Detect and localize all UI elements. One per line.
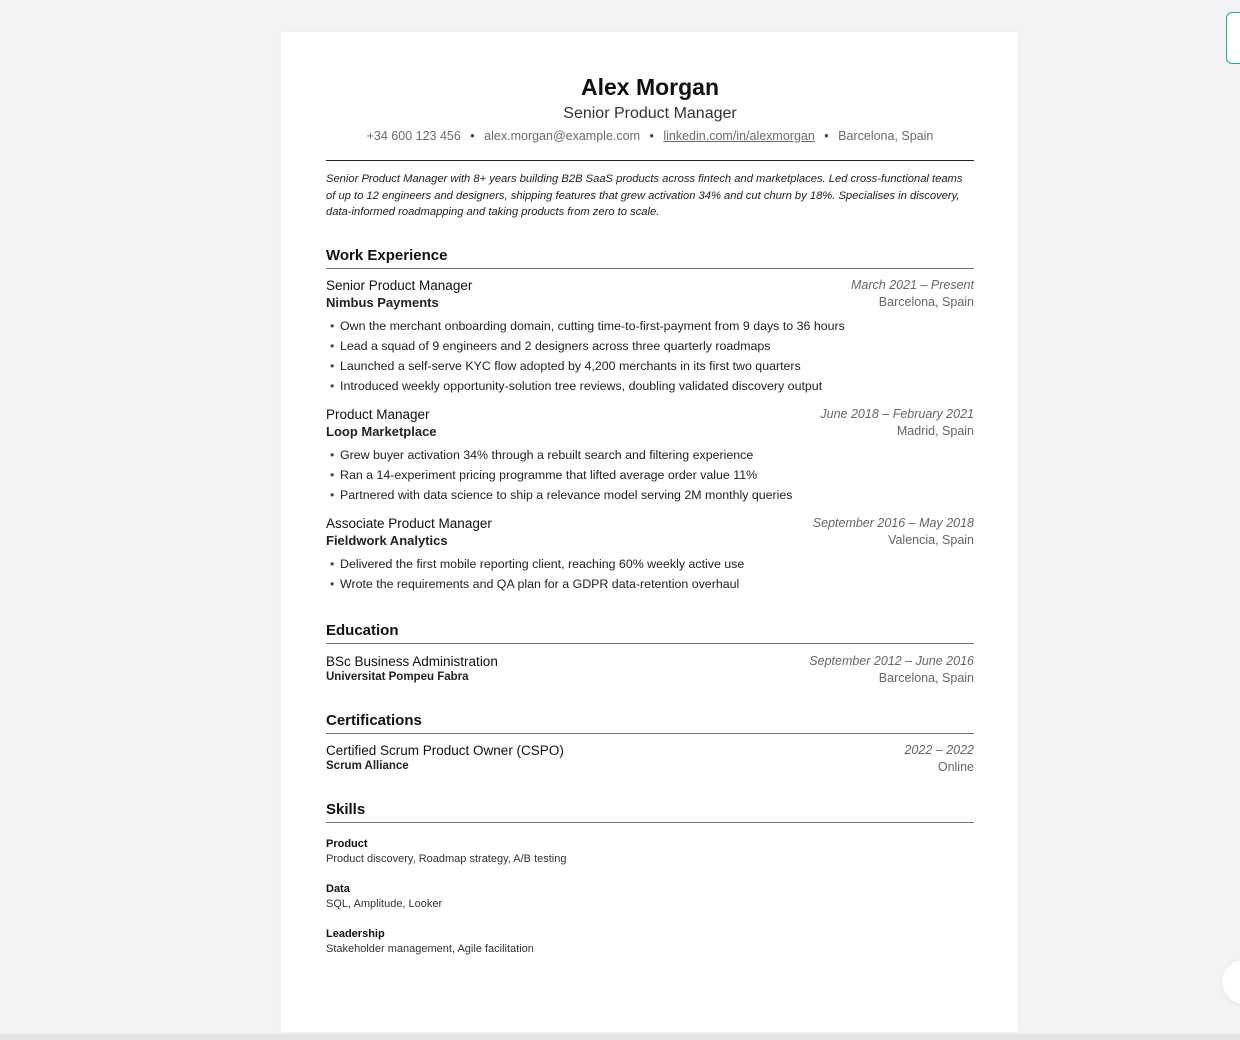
contact-linkedin-link[interactable]: linkedin.com/in/alexmorgan [663, 129, 815, 143]
job-role: Product Manager [326, 407, 430, 422]
contact-line [326, 129, 974, 143]
education-location: Barcelona, Spain [878, 671, 974, 685]
contact-separator: • [470, 129, 475, 143]
job-company: Fieldwork Analytics [326, 533, 448, 548]
certification-issuer: Scrum Alliance [326, 760, 409, 772]
job-bullet: • Delivered the first mobile reporting client, reaching 60% weekly active use [330, 554, 974, 574]
job-bullet: • Lead a squad of 9 engineers and 2 designers across three quarterly roadmaps [330, 336, 974, 356]
job-location: Barcelona, Spain [878, 295, 974, 309]
contact-email[interactable]: alex.morgan@example.com [484, 129, 640, 143]
skill-category: Leadership [326, 928, 385, 940]
education-entry [326, 654, 974, 683]
job-company: Nimbus Payments [326, 295, 439, 310]
job-bullet: • Grew buyer activation 34% through a rebuilt search and filtering experience [330, 445, 974, 465]
section-title-certifications: Certifications [326, 712, 974, 734]
section-title-education: Education [326, 622, 974, 644]
skill-group [326, 928, 974, 955]
job-role: Associate Product Manager [326, 516, 492, 531]
education-degree: BSc Business Administration [326, 654, 498, 669]
certification-entry [326, 743, 974, 772]
job-role: Senior Product Manager [326, 278, 473, 293]
skill-group [326, 838, 974, 865]
skill-list: SQL, Amplitude, Looker [326, 898, 443, 910]
section-title-skills: Skills [326, 801, 974, 823]
job-entry [326, 278, 974, 396]
contact-separator: • [824, 129, 829, 143]
contact-phone: +34 600 123 456 [366, 129, 461, 143]
job-bullets [330, 316, 974, 396]
skill-list: Product discovery, Roadmap strategy, A/B testing [326, 853, 567, 865]
candidate-name: Alex Morgan [580, 74, 720, 100]
side-panel-tab[interactable] [1226, 12, 1240, 64]
skill-group [326, 883, 974, 910]
job-bullet: • Launched a self-serve KYC flow adopted by 4,200 merchants in its first two quarters [330, 356, 974, 376]
candidate-title: Senior Product Manager [563, 105, 737, 122]
job-entry [326, 516, 974, 594]
education-school: Universitat Pompeu Fabra [326, 671, 469, 683]
bottom-scrollbar[interactable] [0, 1034, 1240, 1040]
header-divider [326, 160, 974, 161]
profile-summary: Senior Product Manager with 8+ years building B2B SaaS products across fintech and marketplaces. Led cross-functional teams of up to 12 engineers and designers, shipping features that grew activation 34% and cut churn by 18%. Specialises in discovery, data-informed roadmapping and taking products from zero to scale. [326, 173, 963, 218]
certification-location: Online [937, 760, 974, 774]
job-entry [326, 407, 974, 505]
job-dates: March 2021 – Present [851, 278, 974, 292]
skill-category: Data [326, 883, 350, 895]
job-bullet: • Wrote the requirements and QA plan for a GDPR data-retention overhaul [330, 574, 974, 594]
skill-list: Stakeholder management, Agile facilitation [326, 943, 534, 955]
resume-page [281, 32, 1018, 1032]
job-bullets [330, 445, 974, 505]
section-title-work: Work Experience [326, 247, 974, 269]
contact-location: Barcelona, Spain [838, 129, 934, 143]
education-dates: September 2012 – June 2016 [809, 654, 974, 668]
job-location: Madrid, Spain [896, 424, 974, 438]
certification-name: Certified Scrum Product Owner (CSPO) [326, 743, 564, 758]
job-dates: September 2016 – May 2018 [812, 516, 974, 530]
job-bullet: • Introduced weekly opportunity-solution tree reviews, doubling validated discovery output [330, 376, 974, 396]
job-bullets [330, 554, 974, 594]
skill-category: Product [326, 838, 368, 850]
certification-dates: 2022 – 2022 [904, 743, 974, 757]
job-bullet: • Own the merchant onboarding domain, cutting time-to-first-payment from 9 days to 36 hours [330, 316, 974, 336]
contact-separator: • [649, 129, 654, 143]
job-location: Valencia, Spain [888, 533, 974, 547]
job-dates: June 2018 – February 2021 [820, 407, 974, 421]
job-bullet: • Partnered with data science to ship a relevance model serving 2M monthly queries [330, 485, 974, 505]
job-bullet: • Ran a 14-experiment pricing programme that lifted average order value 11% [330, 465, 974, 485]
floating-action-button[interactable] [1222, 960, 1240, 1004]
job-company: Loop Marketplace [326, 424, 437, 439]
